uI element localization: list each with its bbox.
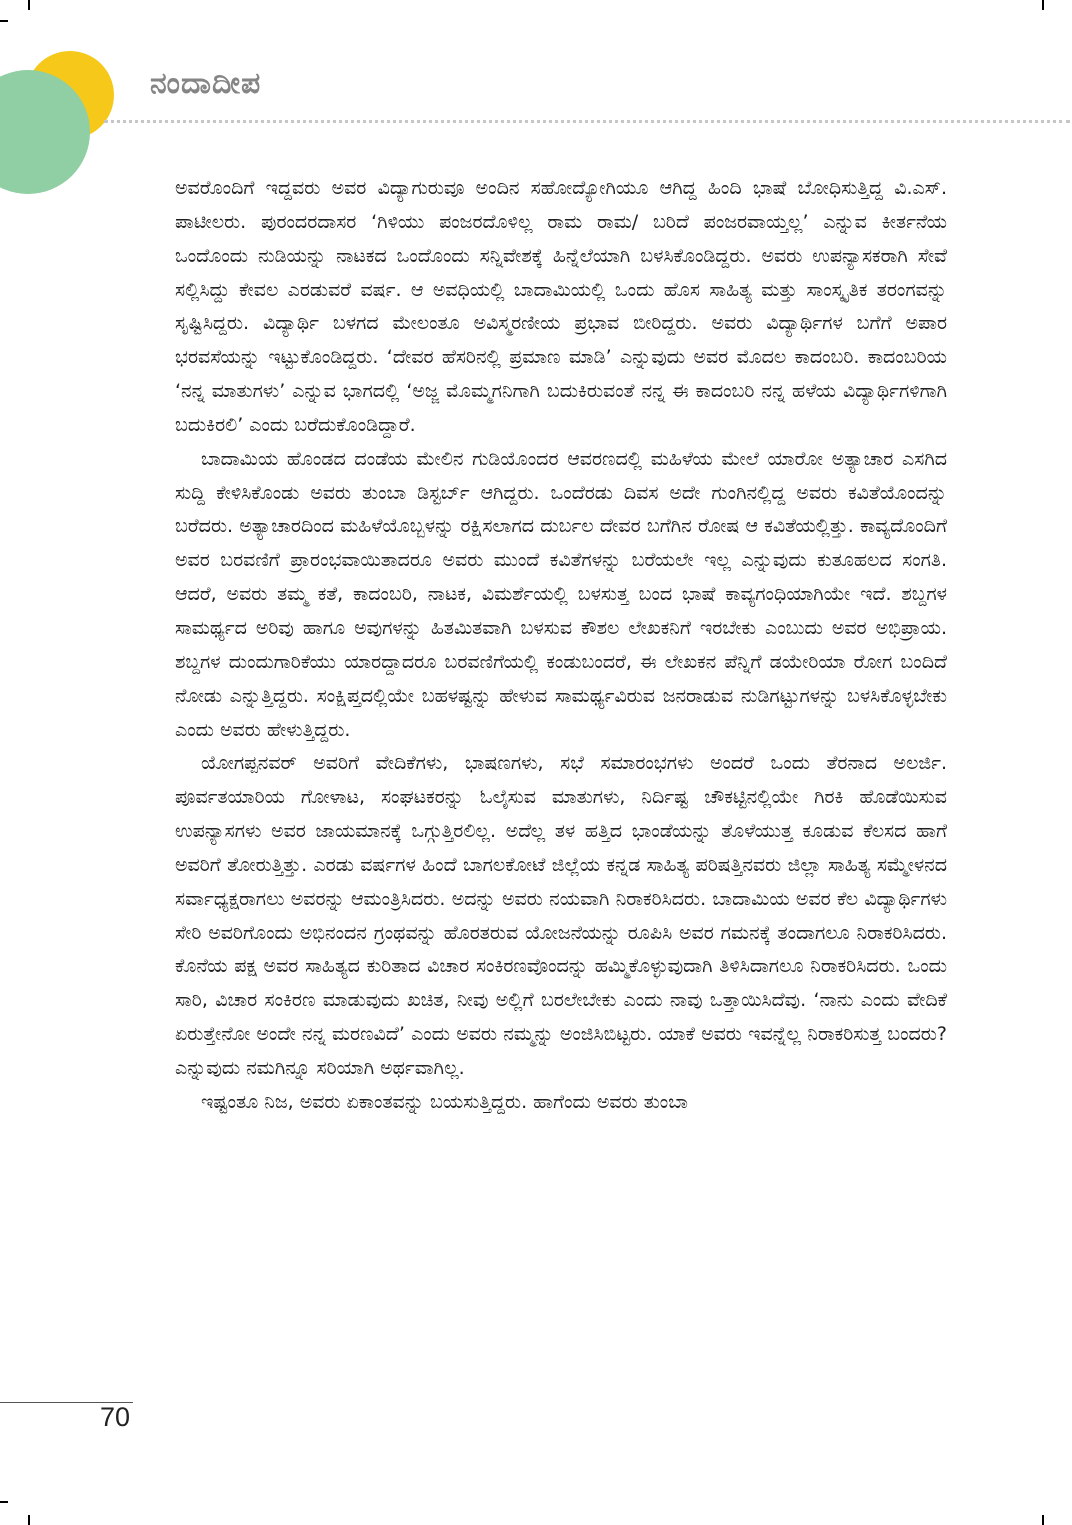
crop-mark-bottom-left bbox=[28, 1515, 30, 1525]
crop-mark-bottom-right bbox=[1042, 1515, 1044, 1525]
paragraph-3: ಯೋಗಪ್ಪನವರ್ ಅವರಿಗೆ ವೇದಿಕೆಗಳು, ಭಾಷಣಗಳು, ಸಭೆ ಸಮಾರಂಭಗಳು ಅಂದರೆ ಒಂದು ತೆರನಾದ ಅಲರ್ಜಿ. ಪೂರ್ವತಯಾರಿಯ ಗೋಳಾಟ, ಸಂಘಟಕರನ್ನು ಓಲೈಸುವ ಮಾತುಗಳು, ನಿರ್ದಿಷ್ಟ ಚೌಕಟ್ಟಿನಲ್ಲಿಯೇ ಗಿರಕಿ ಹೊಡೆಯಿಸುವ ಉಪನ್ಯಾಸಗಳು ಅವರ ಜಾಯಮಾನಕ್ಕೆ ಒಗ್ಗುತ್ತಿರಲಿಲ್ಲ. ಅದೆಲ್ಲ ತಳ ಹತ್ತಿದ ಭಾಂಡೆಯನ್ನು ತೊಳೆಯುತ್ತ ಕೂಡುವ ಕೆಲಸದ ಹಾಗೆ ಅವರಿಗೆ ತೋರುತ್ತಿತ್ತು. ಎರಡು ವರ್ಷಗಳ ಹಿಂದೆ ಬಾಗಲಕೋಟೆ ಜಿಲ್ಲೆಯ ಕನ್ನಡ ಸಾಹಿತ್ಯ ಪರಿಷತ್ತಿನವರು ಜಿಲ್ಲಾ ಸಾಹಿತ್ಯ ಸಮ್ಮೇಳನದ ಸರ್ವಾಧ್ಯಕ್ಷರಾಗಲು ಅವರನ್ನು ಆಮಂತ್ರಿಸಿದರು. ಅದನ್ನು ಅವರು ನಯವಾಗಿ ನಿರಾಕರಿಸಿದರು. ಬಾದಾಮಿಯ ಅವರ ಕೆಲ ವಿದ್ಯಾರ್ಥಿಗಳು ಸೇರಿ ಅವರಿಗೊಂದು ಅಭಿನಂದನ ಗ್ರಂಥವನ್ನು ಹೊರತರುವ ಯೋಜನೆಯನ್ನು ರೂಪಿಸಿ ಅವರ ಗಮನಕ್ಕೆ ತಂದಾಗಲೂ ನಿರಾಕರಿಸಿದರು. ಕೊನೆಯ ಪಕ್ಷ ಅವರ ಸಾಹಿತ್ಯದ ಕುರಿತಾದ ವಿಚಾರ ಸಂಕಿರಣವೊಂದನ್ನು ಹಮ್ಮಿಕೊಳ್ಳುವುದಾಗಿ ತಿಳಿಸಿದಾಗಲೂ ನಿರಾಕರಿಸಿದರು. ಒಂದು ಸಾರಿ, ವಿಚಾರ ಸಂಕಿರಣ ಮಾಡುವುದು ಖಚಿತ, ನೀವು ಅಲ್ಲಿಗೆ ಬರಲೇಬೇಕು ಎಂದು ನಾವು ಒತ್ತಾಯಿಸಿದೆವು. ‘ನಾನು ಎಂದು ವೇದಿಕೆ ಏರುತ್ತೇನೋ ಅಂದೇ ನನ್ನ ಮರಣವಿದೆ’ ಎಂದು ಅವರು ನಮ್ಮನ್ನು ಅಂಜಿಸಿಬಿಟ್ಟರು. ಯಾಕೆ ಅವರು ಇವನ್ನೆಲ್ಲ ನಿರಾಕರಿಸುತ್ತ ಬಂದರು? ಎನ್ನುವುದು ನಮಗಿನ್ನೂ ಸರಿಯಾಗಿ ಅರ್ಥವಾಗಿಲ್ಲ. bbox=[175, 752, 947, 1079]
running-header-title: ನಂದಾದೀಪ bbox=[150, 66, 262, 101]
crop-mark-top-left bbox=[28, 0, 30, 10]
crop-mark-bottom-left-horizontal bbox=[0, 1501, 8, 1503]
header-decoration bbox=[0, 50, 120, 210]
body-text bbox=[175, 172, 947, 1120]
page-number: 70 bbox=[100, 1402, 131, 1432]
header-dotted-rule bbox=[104, 120, 1070, 123]
crop-mark-top-right bbox=[1042, 0, 1044, 10]
paragraph-4: ಇಷ್ಟಂತೂ ನಿಜ, ಅವರು ಏಕಾಂತವನ್ನು ಬಯಸುತ್ತಿದ್ದರು. ಹಾಗೆಂದು ಅವರು ತುಂಬಾ bbox=[201, 1090, 688, 1113]
paragraph-1: ಅವರೊಂದಿಗೆ ಇದ್ದವರು ಅವರ ವಿದ್ಯಾಗುರುವೂ ಅಂದಿನ ಸಹೋದ್ಯೋಗಿಯೂ ಆಗಿದ್ದ ಹಿಂದಿ ಭಾಷೆ ಬೋಧಿಸುತ್ತಿದ್ದ ವಿ.ಎಸ್. ಪಾಟೀಲರು. ಪುರಂದರದಾಸರ ‘ಗಿಳಿಯು ಪಂಜರದೊಳಿಲ್ಲ ರಾಮ ರಾಮ/ ಬರಿದೆ ಪಂಜರವಾಯ್ತಲ್ಲ’ ಎನ್ನುವ ಕೀರ್ತನೆಯ ಒಂದೊಂದು ನುಡಿಯನ್ನು ನಾಟಕದ ಒಂದೊಂದು ಸನ್ನಿವೇಶಕ್ಕೆ ಹಿನ್ನೆಲೆಯಾಗಿ ಬಳಸಿಕೊಂಡಿದ್ದರು. ಅವರು ಉಪನ್ಯಾಸಕರಾಗಿ ಸೇವೆ ಸಲ್ಲಿಸಿದ್ದು ಕೇವಲ ಎರಡುವರೆ ವರ್ಷ. ಆ ಅವಧಿಯಲ್ಲಿ ಬಾದಾಮಿಯಲ್ಲಿ ಒಂದು ಹೊಸ ಸಾಹಿತ್ಯ ಮತ್ತು ಸಾಂಸ್ಕೃತಿಕ ತರಂಗವನ್ನು ಸೃಷ್ಟಿಸಿದ್ದರು. ವಿದ್ಯಾರ್ಥಿ ಬಳಗದ ಮೇಲಂತೂ ಅವಿಸ್ಮರಣೀಯ ಪ್ರಭಾವ ಬೀರಿದ್ದರು. ಅವರು ವಿದ್ಯಾರ್ಥಿಗಳ ಬಗೆಗೆ ಅಪಾರ ಭರವಸೆಯನ್ನು ಇಟ್ಟುಕೊಂಡಿದ್ದರು. ‘ದೇವರ ಹೆಸರಿನಲ್ಲಿ ಪ್ರಮಾಣ ಮಾಡಿ’ ಎನ್ನುವುದು ಅವರ ಮೊದಲ ಕಾದಂಬರಿ. ಕಾದಂಬರಿಯ ‘ನನ್ನ ಮಾತುಗಳು’ ಎನ್ನುವ ಭಾಗದಲ್ಲಿ ‘ಅಜ್ಜ ಮೊಮ್ಮಗನಿಗಾಗಿ ಬದುಕಿರುವಂತೆ ನನ್ನ ಈ ಕಾದಂಬರಿ ನನ್ನ ಹಳೆಯ ವಿದ್ಯಾರ್ಥಿಗಳಿಗಾಗಿ ಬದುಕಿರಲಿ’ ಎಂದು ಬರೆದುಕೊಂಡಿದ್ದಾರೆ. bbox=[175, 177, 947, 436]
crop-mark-top-left-horizontal bbox=[0, 20, 8, 22]
paragraph-2: ಬಾದಾಮಿಯ ಹೊಂಡದ ದಂಡೆಯ ಮೇಲಿನ ಗುಡಿಯೊಂದರ ಆವರಣದಲ್ಲಿ ಮಹಿಳೆಯ ಮೇಲೆ ಯಾರೋ ಅತ್ಯಾಚಾರ ಎಸಗಿದ ಸುದ್ದಿ ಕೇಳಿಸಿಕೊಂಡು ಅವರು ತುಂಬಾ ಡಿಸ್ಟರ್ಬ್ ಆಗಿದ್ದರು. ಒಂದೆರಡು ದಿವಸ ಅದೇ ಗುಂಗಿನಲ್ಲಿದ್ದ ಅವರು ಕವಿತೆಯೊಂದನ್ನು ಬರೆದರು. ಅತ್ಯಾಚಾರದಿಂದ ಮಹಿಳೆಯೊಬ್ಬಳನ್ನು ರಕ್ಷಿಸಲಾಗದ ದುರ್ಬಲ ದೇವರ ಬಗೆಗಿನ ರೋಷ ಆ ಕವಿತೆಯಲ್ಲಿತ್ತು. ಕಾವ್ಯದೊಂದಿಗೆ ಅವರ ಬರವಣಿಗೆ ಪ್ರಾರಂಭವಾಯಿತಾದರೂ ಅವರು ಮುಂದೆ ಕವಿತೆಗಳನ್ನು ಬರೆಯಲೇ ಇಲ್ಲ ಎನ್ನುವುದು ಕುತೂಹಲದ ಸಂಗತಿ. ಆದರೆ, ಅವರು ತಮ್ಮ ಕತೆ, ಕಾದಂಬರಿ, ನಾಟಕ, ವಿಮರ್ಶೆಯಲ್ಲಿ ಬಳಸುತ್ತ ಬಂದ ಭಾಷೆ ಕಾವ್ಯಗಂಧಿಯಾಗಿಯೇ ಇದೆ. ಶಬ್ದಗಳ ಸಾಮರ್ಥ್ಯದ ಅರಿವು ಹಾಗೂ ಅವುಗಳನ್ನು ಹಿತಮಿತವಾಗಿ ಬಳಸುವ ಕೌಶಲ ಲೇಖಕನಿಗೆ ಇರಬೇಕು ಎಂಬುದು ಅವರ ಅಭಿಪ್ರಾಯ. ಶಬ್ದಗಳ ದುಂದುಗಾರಿಕೆಯು ಯಾರದ್ದಾದರೂ ಬರವಣಿಗೆಯಲ್ಲಿ ಕಂಡುಬಂದರೆ, ಈ ಲೇಖಕನ ಪೆನ್ನಿಗೆ ಡಯೇರಿಯಾ ರೋಗ ಬಂದಿದೆ ನೋಡು ಎನ್ನುತ್ತಿದ್ದರು. ಸಂಕ್ಷಿಪ್ತದಲ್ಲಿಯೇ ಬಹಳಷ್ಟನ್ನು ಹೇಳುವ ಸಾಮರ್ಥ್ಯವಿರುವ ಜನರಾಡುವ ನುಡಿಗಟ್ಟುಗಳನ್ನು ಬಳಸಿಕೊಳ್ಳಬೇಕು ಎಂದು ಅವರು ಹೇಳುತ್ತಿದ್ದರು. bbox=[175, 447, 947, 741]
